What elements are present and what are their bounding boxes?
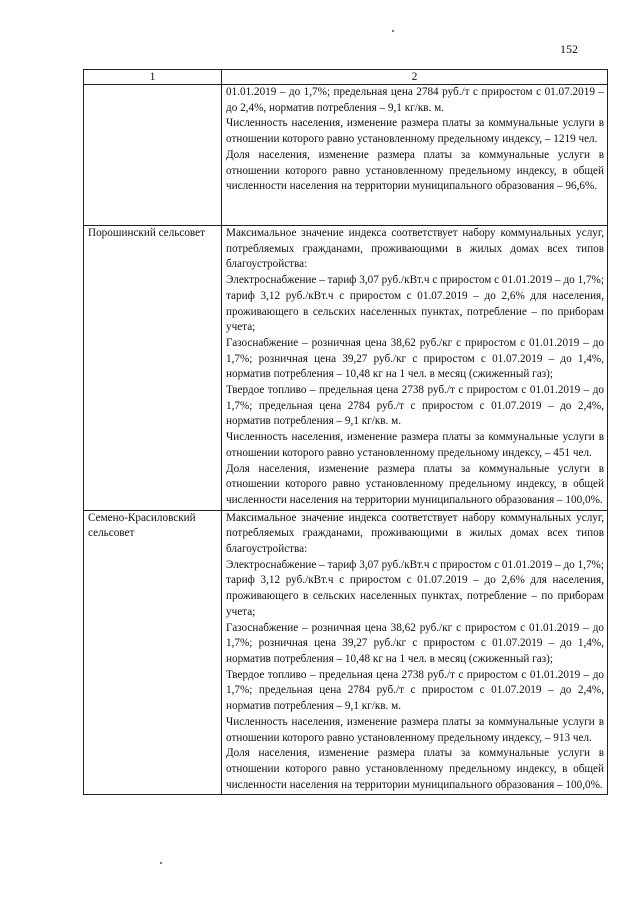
tariff-table: [83, 69, 608, 795]
paragraph: Газоснабжение – розничная цена 38,62 руб./кг с приростом с 01.01.2019 – до 1,7%; розничная цена 39,27 руб./кг с приростом с 01.07.2019 – до 1,4%, норматив потребления – 10,48 кг на 1 чел. в месяц (сжиженный газ);: [226, 621, 604, 665]
description-cell: [222, 226, 608, 511]
paragraph: Твердое топливо – предельная цена 2738 руб./т с приростом с 01.01.2019 – до 1,7%; предельная цена 2784 руб./т с приростом с 01.07.2019 – до 2,4%, норматив потребления – 9,1 кг/кв. м.: [226, 668, 604, 713]
description-cell: [222, 510, 608, 795]
paragraph: Максимальное значение индекса соответствует набору коммунальных услуг, потребляемых гражданами, проживающими в жилых домах всех типов благоустройства:: [226, 227, 604, 271]
paragraph: Электроснабжение – тариф 3,07 руб./кВт.ч с приростом с 01.01.2019 – до 1,7%; тариф 3,12 руб./кВт.ч с приростом с 01.07.2019 – до 2,6% для населения, проживающего в сельских населенных пунктах, потребление – по приборам учета;: [226, 274, 604, 334]
table-row: [84, 85, 608, 226]
paragraph: Максимальное значение индекса соответствует набору коммунальных услуг, потребляемых гражданами, проживающими в жилых домах всех типов благоустройства:: [226, 511, 604, 556]
column-header-1: 1: [84, 70, 222, 85]
paragraph: Численность населения, изменение размера платы за коммунальные услуги в отношении которого равно установленному предельному индексу, – 451 чел.: [226, 431, 604, 459]
paragraph: Твердое топливо – предельная цена 2738 руб./т с приростом с 01.01.2019 – до 1,7%; предельная цена 2784 руб./т с приростом с 01.07.2019 – до 2,4%, норматив потребления – 9,1 кг/кв. м.: [226, 384, 604, 428]
paragraph: Электроснабжение – тариф 3,07 руб./кВт.ч с приростом с 01.01.2019 – до 1,7%; тариф 3,12 руб./кВт.ч с приростом с 01.07.2019 – до 2,6% для населения, проживающего в сельских населенных пунктах, потребление – по приборам учета;: [226, 558, 604, 618]
paragraph: Газоснабжение – розничная цена 38,62 руб./кг с приростом с 01.01.2019 – до 1,7%; розничная цена 39,27 руб./кг с приростом с 01.07.2019 – до 1,4%, норматив потребления – 10,48 кг на 1 чел. в месяц (сжиженный газ);: [226, 336, 604, 381]
description-cell: [222, 85, 608, 226]
scan-speck: [392, 30, 394, 32]
paragraph: Численность населения, изменение размера платы за коммунальные услуги в отношении которого равно установленному предельному индексу, – 913 чел.: [226, 715, 604, 744]
column-header-2: 2: [222, 70, 608, 85]
scan-speck: [160, 862, 162, 864]
paragraph: Численность населения, изменение размера платы за коммунальные услуги в отношении которого равно установленному предельному индексу, – 1219 чел.: [226, 117, 604, 146]
table-row: [84, 226, 608, 511]
region-cell: [84, 85, 222, 226]
page-number: 152: [560, 42, 578, 56]
paragraph: 01.01.2019 – до 1,7%; предельная цена 2784 руб./т с приростом с 01.07.2019 – до 2,4%, норматив потребления – 9,1 кг/кв. м.: [226, 86, 604, 114]
paragraph: Доля населения, изменение размера платы за коммунальные услуги в отношении которого равно установленному предельному индексу, в общей численности населения на территории муниципального образования – 100,0%.: [226, 462, 604, 506]
table-row: [84, 510, 608, 795]
region-cell: Семено-Красиловский сельсовет: [84, 510, 222, 795]
paragraph: Доля населения, изменение размера платы за коммунальные услуги в отношении которого равно установленному предельному индексу, в общей численности населения на территории муниципального образования – 100,0%.: [226, 747, 604, 791]
paragraph: Доля населения, изменение размера платы за коммунальные услуги в отношении которого равно установленному предельному индексу, в общей численности населения на территории муниципального образования – 96,6%.: [226, 148, 604, 193]
region-cell: Порошинский сельсовет: [84, 226, 222, 511]
table-header-row: [84, 70, 608, 85]
